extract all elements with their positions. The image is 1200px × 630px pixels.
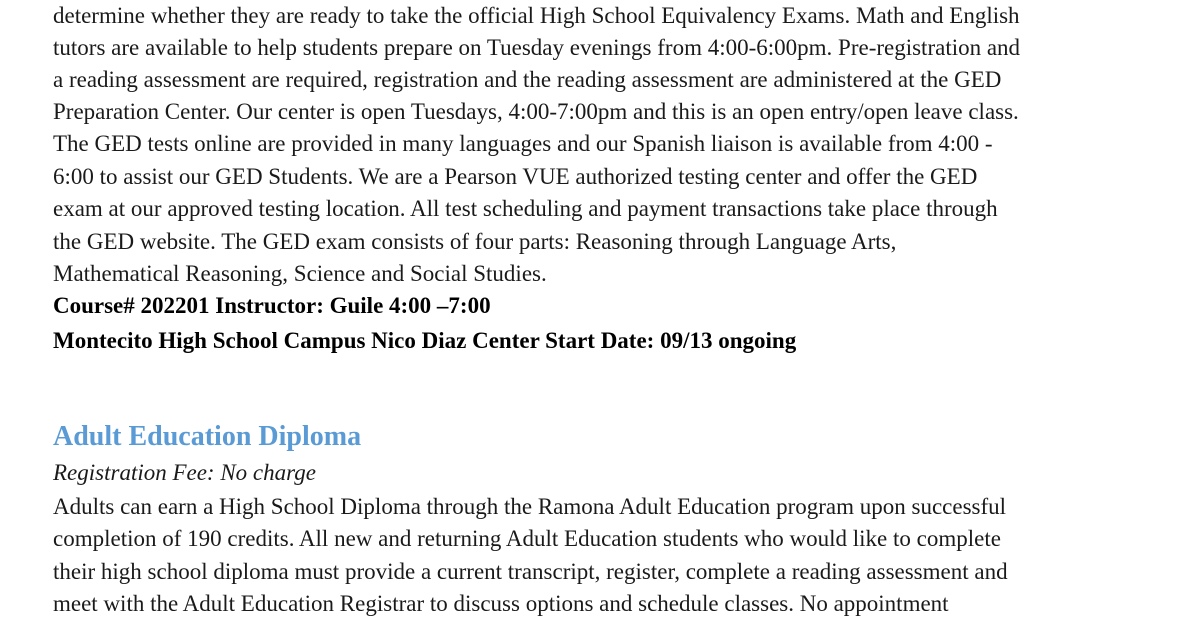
location-info-line: Montecito High School Campus Nico Diaz Center Start Date: 09/13 ongoing — [53, 328, 797, 353]
diploma-paragraph-line: their high school diploma must provide a current transcript, register, complete a reading assessment and — [53, 559, 1008, 584]
ged-paragraph-line: exam at our approved testing location. All test scheduling and payment transactions take place through — [53, 196, 998, 221]
ged-paragraph-line: Mathematical Reasoning, Science and Social Studies. — [53, 261, 547, 286]
course-info-line: Course# 202201 Instructor: Guile 4:00 –7:00 — [53, 293, 491, 318]
diploma-paragraph-line: Adults can earn a High School Diploma through the Ramona Adult Education program upon successful — [53, 494, 1007, 519]
diploma-paragraph-line: completion of 190 credits. All new and returning Adult Education students who would like to complete — [53, 526, 1001, 551]
ged-paragraph-line: 6:00 to assist our GED Students. We are a Pearson VUE authorized testing center and offer the GED — [53, 164, 978, 189]
ged-paragraph-line: Preparation Center. Our center is open Tuesdays, 4:00-7:00pm and this is an open entry/open leave class. — [53, 99, 1019, 124]
ged-paragraph-line: The GED tests online are provided in many languages and our Spanish liaison is available from 4:00 - — [53, 131, 993, 156]
section-heading: Adult Education Diploma — [53, 421, 362, 452]
ged-paragraph-line: tutors are available to help students prepare on Tuesday evenings from 4:00-6:00pm. Pre-registration and — [53, 35, 1021, 60]
ged-paragraph-line: a reading assessment are required, registration and the reading assessment are administered at the GED — [53, 67, 1002, 92]
registration-fee-line: Registration Fee: No charge — [53, 460, 316, 485]
ged-paragraph-line: the GED website. The GED exam consists of four parts: Reasoning through Language Arts, — [53, 229, 897, 254]
diploma-paragraph-line: meet with the Adult Education Registrar to discuss options and schedule classes. No appointment — [53, 591, 949, 616]
ged-paragraph-line: determine whether they are ready to take the official High School Equivalency Exams. Math and English — [53, 3, 1020, 28]
